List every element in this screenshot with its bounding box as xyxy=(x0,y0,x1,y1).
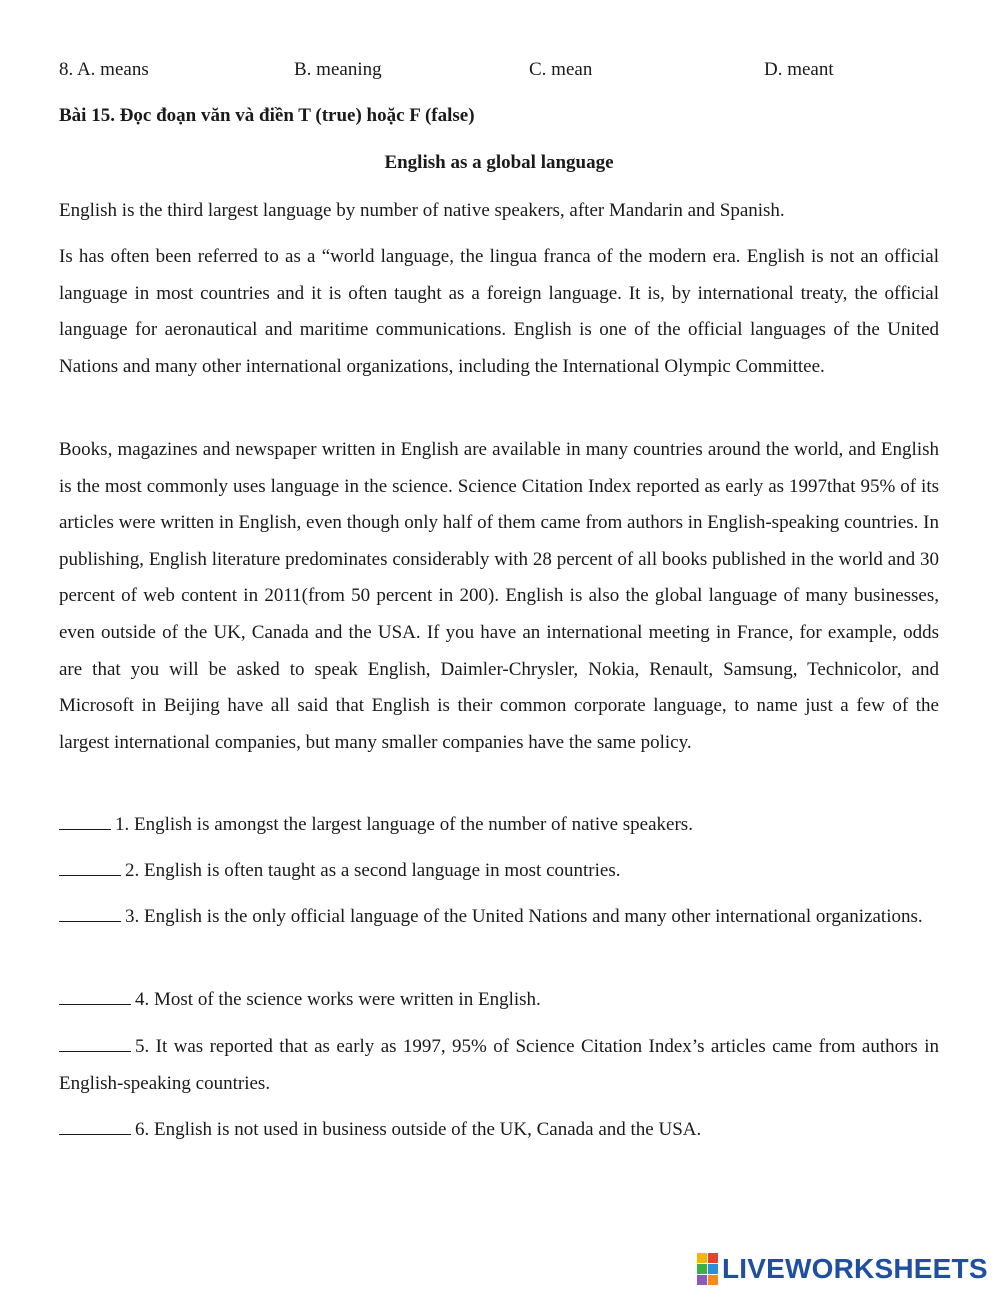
logo-grid-icon xyxy=(697,1253,718,1285)
exercise-heading: Bài 15. Đọc đoạn văn và điền T (true) hoặc F (false) xyxy=(59,105,475,126)
statement-2 xyxy=(59,853,939,890)
passage-title: English as a global language xyxy=(384,152,614,173)
passage-paragraph: Is has often been referred to as a “world language, the lingua franca of the modern era. English is not an official language in most countries and it is often taught as a foreign language. It is, by international treaty, the official language for aeronautical and maritime communications. English is one of the official languages of the United Nations and many other international organizations, including the International Olympic Committee. xyxy=(59,246,939,377)
statement-text: 1. English is amongst the largest language of the number of native speakers. xyxy=(115,814,693,835)
statement-text: 6. English is not used in business outside of the UK, Canada and the USA. xyxy=(135,1119,702,1140)
answer-blank-1[interactable] xyxy=(59,809,111,830)
answer-blank-6[interactable] xyxy=(59,1114,131,1135)
statement-4 xyxy=(59,982,939,1019)
statement-5 xyxy=(59,1029,939,1102)
answer-blank-5[interactable] xyxy=(59,1031,131,1052)
liveworksheets-logo xyxy=(697,1252,988,1286)
answer-blank-2[interactable] xyxy=(59,855,121,876)
option-b: B. meaning xyxy=(294,59,382,80)
option-d: D. meant xyxy=(764,59,834,80)
statement-text: 3. English is the only official language of the United Nations and many other international organizations. xyxy=(125,906,923,927)
answer-blank-4[interactable] xyxy=(59,984,131,1005)
statement-text: 4. Most of the science works were written in English. xyxy=(135,989,541,1010)
statement-text: 5. It was reported that as early as 1997, 95% of Science Citation Index’s articles came from authors in English-speaking countries. xyxy=(59,1036,939,1094)
question-8-options xyxy=(59,59,939,85)
passage-paragraph: Books, magazines and newspaper written in English are available in many countries around the world, and English is the most commonly uses language in the science. Science Citation Index reported as early as 1997that 95% of its articles were written in English, even though only half of them came from authors in English-speaking countries. In publishing, English literature predominates considerably with 28 percent of all books published in the world and 30 percent of web content in 2011(from 50 percent in 200). English is also the global language of many businesses, even outside of the UK, Canada and the USA. If you have an international meeting in France, for example, odds are that you will be asked to speak English, Daimler-Chrysler, Nokia, Renault, Samsung, Technicolor, and Microsoft in Beijing have all said that English is their common corporate language, to name just a few of the largest international companies, but many smaller companies have the same policy. xyxy=(59,439,939,753)
option-a: 8. A. means xyxy=(59,59,149,80)
logo-text: LIVEWORKSHEETS xyxy=(722,1253,988,1284)
statement-text: 2. English is often taught as a second language in most countries. xyxy=(125,860,621,881)
statement-1 xyxy=(59,807,939,844)
option-c: C. mean xyxy=(529,59,593,80)
statement-6 xyxy=(59,1112,939,1149)
passage-paragraph: English is the third largest language by number of native speakers, after Mandarin and Spanish. xyxy=(59,200,785,221)
answer-blank-3[interactable] xyxy=(59,901,121,922)
statement-3 xyxy=(59,899,939,936)
